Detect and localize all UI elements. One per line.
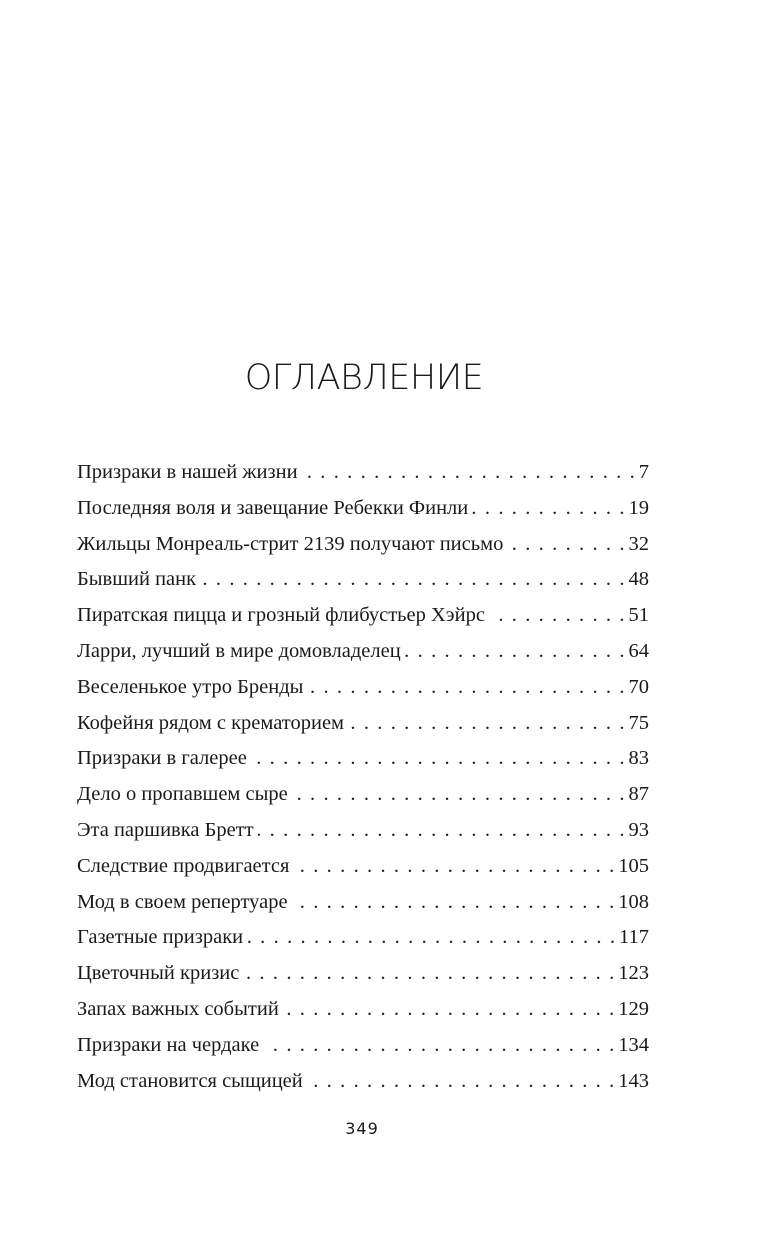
toc-dot-leader — [302, 461, 635, 484]
toc-dot-leader — [247, 926, 615, 949]
toc-entry — [77, 819, 649, 855]
toc-entry-title: Призраки в галерее — [77, 747, 247, 770]
toc-entry — [77, 891, 649, 927]
toc-entry-title: Ларри, лучший в мире домовладелец — [77, 639, 401, 662]
page-number: 349 — [345, 1119, 379, 1138]
toc-dot-leader — [292, 783, 625, 806]
toc-entry-title: Призраки в нашей жизни — [77, 461, 298, 483]
toc-entry — [77, 497, 649, 533]
toc-entry-page: 7 — [638, 461, 649, 483]
toc-entry-page: 105 — [618, 854, 649, 877]
toc-entry-title: Веселенькое утро Бренды — [77, 675, 304, 698]
toc-dot-leader — [489, 604, 625, 627]
toc-dot-leader — [283, 998, 614, 1021]
toc-entry-title: Следствие продвигается — [77, 854, 290, 877]
toc-entry — [77, 747, 649, 783]
table-of-contents — [77, 461, 649, 1105]
toc-entry-page: 108 — [618, 890, 649, 913]
toc-entry — [77, 533, 649, 569]
toc-entry — [77, 640, 649, 676]
toc-entry — [77, 998, 649, 1034]
toc-dot-leader — [405, 640, 625, 663]
toc-entry-title: Мод в своем репертуаре — [77, 890, 288, 913]
toc-dot-leader — [251, 747, 625, 770]
toc-entry — [77, 855, 649, 891]
toc-entry-page: 87 — [628, 783, 649, 806]
toc-entry-title: Бывший панк — [77, 568, 197, 591]
toc-dot-leader — [258, 819, 625, 842]
toc-entry — [77, 962, 649, 998]
toc-entry-page: 117 — [619, 926, 649, 949]
toc-entry-page: 143 — [618, 1069, 649, 1092]
toc-dot-leader — [243, 962, 614, 985]
toc-entry-title: Мод становится сыщицей — [77, 1069, 303, 1092]
toc-entry — [77, 568, 649, 604]
toc-entry — [77, 676, 649, 712]
toc-entry-title: Пиратская пицца и грозный флибустьер Хэйрс — [77, 604, 485, 627]
toc-entry-page: 19 — [628, 496, 649, 519]
toc-entry-title: Запах важных событий — [77, 997, 279, 1020]
toc-dot-leader — [307, 1070, 615, 1093]
toc-entry — [77, 461, 649, 497]
toc-entry-title: Призраки на чердаке — [77, 1033, 260, 1056]
toc-entry — [77, 783, 649, 819]
toc-entry-page: 134 — [618, 1033, 649, 1056]
toc-entry-page: 83 — [628, 747, 649, 770]
toc-entry-title: Дело о пропавшем сыре — [77, 783, 288, 806]
toc-entry-title: Последняя воля и завещание Ребекки Финли — [77, 496, 469, 519]
toc-entry-title: Цветочный кризис — [77, 962, 240, 985]
toc-entry — [77, 926, 649, 962]
toc-entry-page: 75 — [628, 711, 649, 734]
page-title: ОГЛАВЛЕНИЕ — [244, 358, 484, 398]
toc-entry-page: 64 — [628, 639, 649, 662]
toc-entry — [77, 1070, 649, 1106]
toc-entry-page: 123 — [618, 962, 649, 985]
toc-dot-leader — [307, 676, 624, 699]
toc-entry-page: 70 — [628, 675, 649, 698]
toc-entry-page: 129 — [618, 997, 649, 1020]
toc-entry — [77, 1034, 649, 1070]
toc-dot-leader — [292, 891, 615, 914]
toc-entry-page: 32 — [628, 532, 649, 555]
toc-dot-leader — [348, 712, 624, 735]
toc-entry — [77, 712, 649, 748]
toc-entry-title: Газетные призраки — [77, 926, 244, 949]
toc-entry-title: Жильцы Монреаль-стрит 2139 получают письмо — [77, 532, 504, 555]
toc-dot-leader — [507, 533, 624, 556]
toc-dot-leader — [293, 855, 614, 878]
toc-dot-leader — [200, 568, 624, 591]
toc-entry-page: 48 — [628, 568, 649, 591]
toc-entry-title: Эта паршивка Бретт — [77, 818, 254, 841]
toc-entry-title: Кофейня рядом с крематорием — [77, 711, 345, 734]
toc-entry-page: 93 — [628, 818, 649, 841]
toc-dot-leader — [472, 497, 624, 520]
toc-entry-page: 51 — [628, 604, 649, 627]
toc-entry — [77, 604, 649, 640]
toc-dot-leader — [263, 1034, 614, 1057]
